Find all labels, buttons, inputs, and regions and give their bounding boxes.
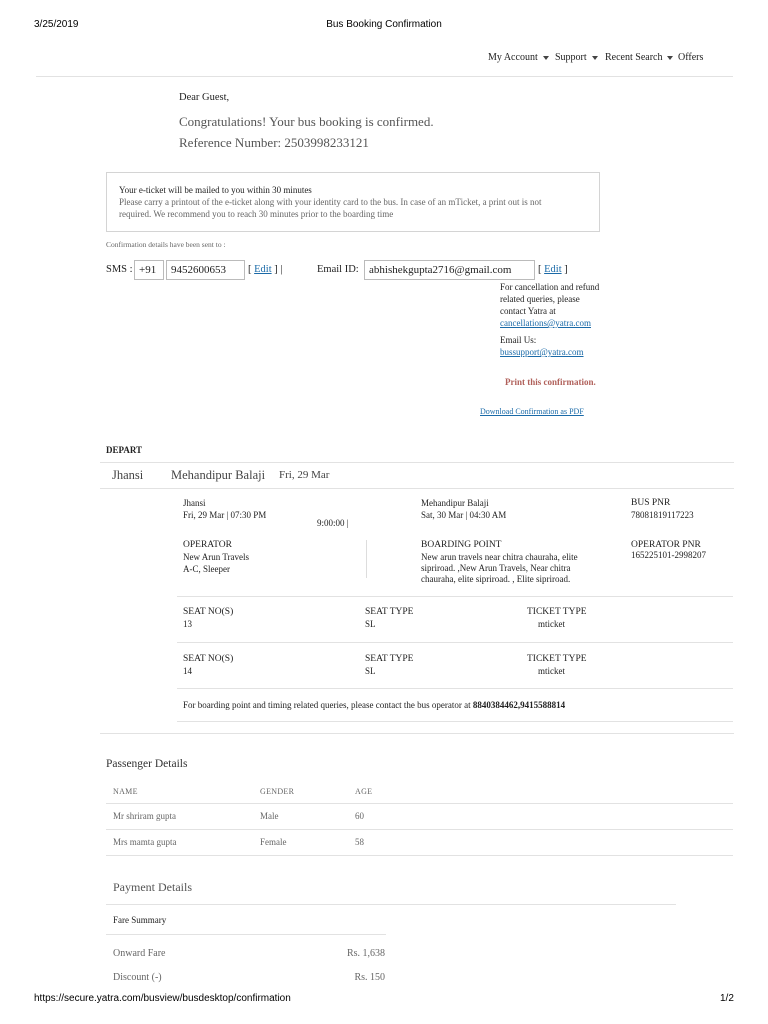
depart-top-rule (100, 462, 734, 463)
reference-number (179, 135, 369, 151)
operator-type: A-C, Sleeper (183, 564, 230, 574)
nav-my-account[interactable] (488, 52, 549, 63)
passenger-gender: Female (260, 837, 287, 847)
seat-type-value: SL (365, 666, 376, 676)
seat-number-value: 13 (183, 619, 192, 629)
passenger-name: Mr shriram gupta (113, 811, 176, 821)
nav-my-account-label: My Account (488, 52, 538, 63)
operator-divider (366, 540, 367, 578)
operator-contact-bottom-rule (177, 721, 733, 722)
onward-fare-label: Onward Fare (113, 948, 166, 959)
print-title: Bus Booking Confirmation (326, 19, 442, 30)
notice-line-1: Your e-ticket will be mailed to you within 30 minutes (119, 185, 312, 195)
nav-support[interactable] (555, 52, 598, 63)
passenger-age: 58 (355, 837, 364, 847)
ticket-type-label: TICKET TYPE (527, 654, 587, 664)
departure-city: Jhansi (183, 498, 206, 508)
nav-offers[interactable] (678, 52, 703, 63)
cancellations-email-link[interactable]: cancellations@yatra.com (500, 318, 591, 328)
email-edit-link[interactable]: Edit (544, 264, 562, 275)
fare-summary-label: Fare Summary (113, 915, 167, 925)
print-date: 3/25/2019 (34, 19, 79, 30)
reference-value: 2503998233121 (284, 135, 369, 150)
sms-edit (248, 264, 282, 275)
download-pdf-link[interactable]: Download Confirmation as PDF (480, 407, 584, 416)
print-footer-url: https://secure.yatra.com/busview/busdesktop/confirmation (34, 993, 291, 1004)
journey-duration: 9:00:00 | (317, 518, 349, 528)
payment-details-title: Payment Details (113, 880, 192, 894)
discount-label: Discount (-) (113, 972, 162, 983)
fare-summary-rule (106, 934, 386, 935)
route-from: Jhansi (112, 468, 144, 482)
email-edit (538, 264, 568, 275)
journey-bottom-rule (100, 733, 734, 734)
passenger-header-age: AGE (355, 787, 373, 796)
depart-label: DEPART (106, 445, 143, 455)
discount-amount: Rs. 150 (354, 972, 385, 983)
cancel-info-line-3: contact Yatra at (500, 306, 556, 316)
print-footer-page: 1/2 (720, 993, 734, 1004)
onward-fare-amount: Rs. 1,638 (346, 948, 385, 959)
passenger-header-gender: GENDER (260, 787, 295, 796)
seat-number-label: SEAT NO(S) (183, 607, 234, 617)
seat-number-label: SEAT NO(S) (183, 654, 234, 664)
operator-name: New Arun Travels (183, 552, 250, 562)
operator-contact (183, 700, 565, 710)
boarding-point-line-2: sipriroad. ,New Arun Travels, Near chitra (421, 563, 571, 573)
arrival-city: Mehandipur Balaji (421, 498, 489, 508)
sms-edit-bracket-open: [ (248, 264, 252, 275)
bus-pnr-value: 78081819117223 (631, 510, 694, 520)
passenger-header-name: NAME (113, 787, 138, 796)
eticket-notice (106, 172, 600, 232)
operator-pnr-label: OPERATOR PNR (631, 540, 701, 550)
cancel-info-line-2: related queries, please (500, 294, 580, 304)
route-bottom-rule (100, 488, 734, 489)
nav-recent-search-label: Recent Search (605, 52, 663, 63)
bus-pnr-label: BUS PNR (631, 498, 671, 508)
operator-contact-text: For boarding point and timing related queries, please contact the bus operator at (183, 700, 471, 710)
operator-contact-phones: 8840384462,9415588814 (472, 700, 566, 710)
seat-type-label: SEAT TYPE (365, 654, 414, 664)
operator-contact-top-rule (177, 688, 733, 689)
passenger-name: Mrs mamta gupta (113, 837, 177, 847)
nav-recent-search[interactable] (605, 52, 673, 63)
nav-divider (36, 76, 733, 77)
reference-label: Reference Number: (179, 135, 282, 150)
passenger-header-rule (106, 803, 733, 804)
phone-field[interactable]: 9452600653 (166, 260, 245, 280)
sms-label: SMS : (106, 264, 133, 275)
passenger-row-rule (106, 829, 733, 830)
sms-edit-bracket-close: ] | (274, 264, 283, 275)
seat-number-value: 14 (183, 666, 192, 676)
email-edit-bracket-close: ] (564, 264, 568, 275)
passenger-details-title: Passenger Details (106, 758, 188, 770)
passenger-age: 60 (355, 811, 364, 821)
arrival-time: Sat, 30 Mar | 04:30 AM (421, 510, 507, 520)
route-date: Fri, 29 Mar (279, 469, 330, 481)
operator-label: OPERATOR (183, 540, 232, 550)
print-confirmation-link[interactable]: Print this confirmation. (505, 377, 596, 387)
country-code-field[interactable]: +91 (134, 260, 164, 280)
notice-line-2: Please carry a printout of the e-ticket along with your identity card to the bus. In case of an mTicket, a print out is not (119, 197, 542, 207)
boarding-point-line-3: chauraha, elite sipriroad. , Elite sipriroad. (421, 574, 571, 584)
seat-row-2-top-rule (177, 642, 733, 643)
email-us-label: Email Us: (500, 335, 537, 345)
seat-type-label: SEAT TYPE (365, 607, 414, 617)
support-email-link[interactable]: bussupport@yatra.com (500, 347, 584, 357)
cancel-info-line-1: For cancellation and refund (500, 282, 600, 292)
nav-support-label: Support (555, 52, 587, 63)
ticket-type-value: mticket (538, 666, 565, 676)
sms-edit-link[interactable]: Edit (254, 264, 272, 275)
chevron-down-icon (543, 56, 549, 60)
departure-time: Fri, 29 Mar | 07:30 PM (183, 510, 267, 520)
chevron-down-icon (667, 56, 673, 60)
passenger-row-rule (106, 855, 733, 856)
chevron-down-icon (592, 56, 598, 60)
route-to: Mehandipur Balaji (171, 468, 266, 482)
ticket-type-value: mticket (538, 619, 565, 629)
greeting-salutation: Dear Guest, (179, 92, 230, 103)
email-label: Email ID: (317, 264, 359, 275)
operator-pnr-value: 165225101-2998207 (631, 550, 706, 560)
boarding-point-line-1: New arun travels near chitra chauraha, elite (421, 552, 578, 562)
email-edit-bracket-open: [ (538, 264, 542, 275)
passenger-gender: Male (260, 811, 279, 821)
payment-top-rule (106, 904, 676, 905)
sent-to-label: Confirmation details have been sent to : (106, 240, 226, 249)
email-field[interactable]: abhishekgupta2716@gmail.com (364, 260, 535, 280)
nav-offers-label: Offers (678, 52, 704, 63)
seat-row-1-top-rule (177, 596, 733, 597)
boarding-point-label: BOARDING POINT (421, 540, 502, 550)
ticket-type-label: TICKET TYPE (527, 607, 587, 617)
confirmation-message: Congratulations! Your bus booking is confirmed. (179, 114, 434, 129)
notice-line-3: required. We recommend you to reach 30 minutes prior to the boarding time (119, 209, 394, 219)
seat-type-value: SL (365, 619, 376, 629)
